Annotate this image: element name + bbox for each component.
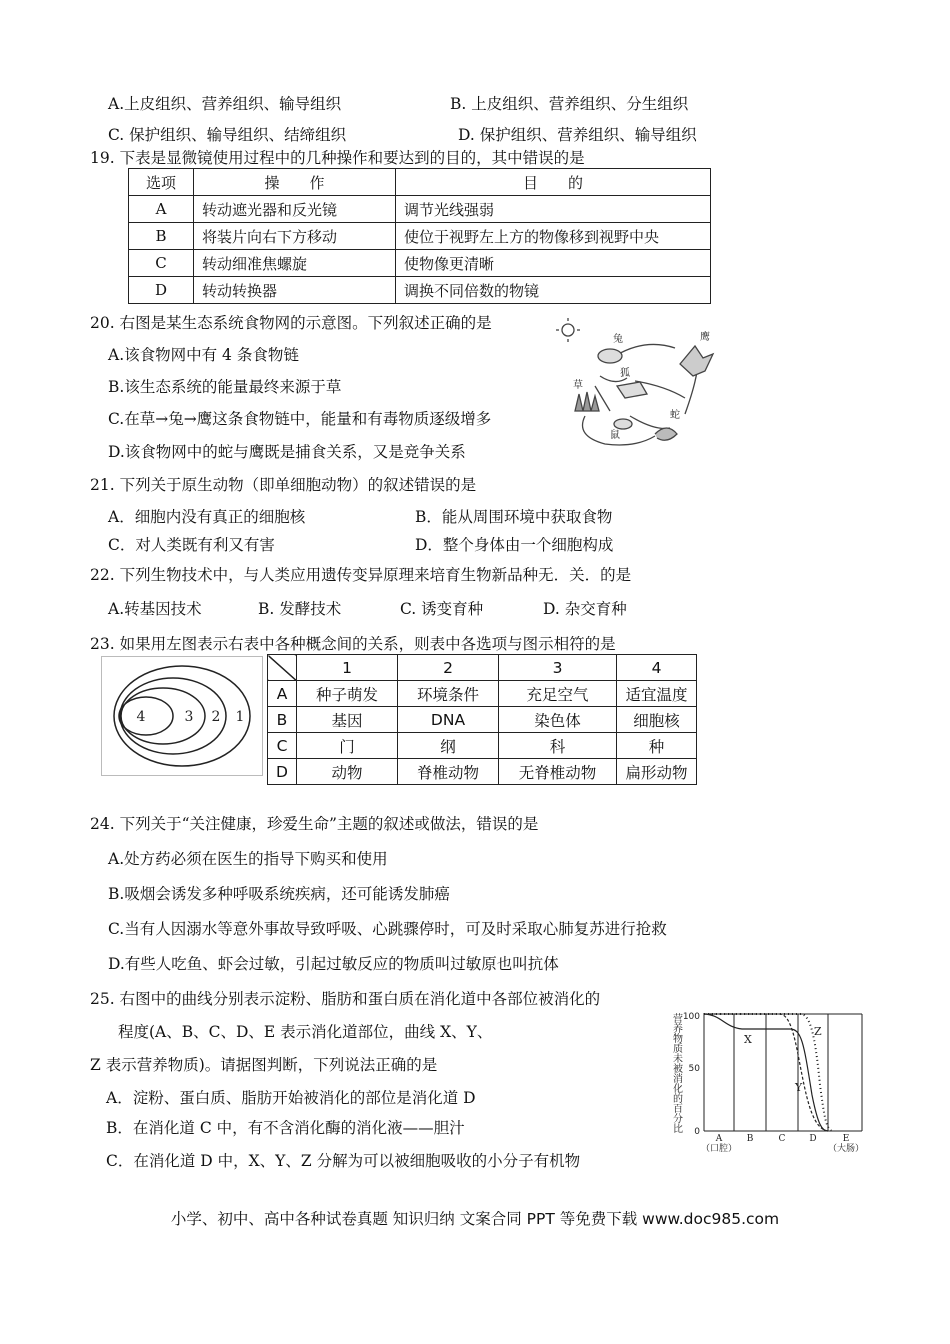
q21-option-b: B．能从周围环境中获取食物 xyxy=(415,508,613,526)
snake-icon xyxy=(655,428,677,440)
table-cell: 调节光线强弱 xyxy=(396,196,711,223)
grass-icon xyxy=(575,392,599,411)
food-web-figure xyxy=(555,316,735,456)
table-row xyxy=(268,707,697,733)
header-cell: 2 xyxy=(398,655,499,681)
q20-option-a: A.该食物网中有 4 条食物链 xyxy=(108,346,299,364)
q23-table xyxy=(267,654,697,785)
q19-table xyxy=(128,168,711,304)
ytick-label: 100 xyxy=(682,1012,700,1022)
table-cell: 动物 xyxy=(297,759,398,785)
q24-option-d: D.有些人吃鱼、虾会过敏，引起过敏反应的物质叫过敏原也叫抗体 xyxy=(108,955,559,973)
table-row xyxy=(129,196,711,223)
table-cell: 使位于视野左上方的物像移到视野中央 xyxy=(396,223,711,250)
q18-option-b: B. 上皮组织、营养组织、分生组织 xyxy=(450,95,689,113)
fig-label-mouse: 鼠 xyxy=(610,430,620,441)
chart-ylabel: 营养物质未被消化的百分比 xyxy=(670,1013,682,1133)
table-cell: 种子萌发 xyxy=(297,681,398,707)
curve-z xyxy=(704,1014,832,1131)
table-cell: 细胞核 xyxy=(617,707,697,733)
table-cell: D xyxy=(129,277,194,304)
q18-option-d: D. 保护组织、营养组织、输导组织 xyxy=(458,126,697,144)
q22-option-b: B. 发酵技术 xyxy=(258,600,342,618)
fig-label-eagle: 鹰 xyxy=(700,332,710,343)
ytick-label: 50 xyxy=(688,1064,700,1074)
xnote-mouth: （口腔） xyxy=(700,1144,738,1154)
xtick-label: A xyxy=(715,1134,723,1144)
xtick-label: E xyxy=(842,1134,850,1144)
table-cell: 转动转换器 xyxy=(194,277,396,304)
table-cell: 染色体 xyxy=(499,707,617,733)
q24-option-a: A.处方药必须在医生的指导下购买和使用 xyxy=(108,850,388,868)
q22-stem: 22. 下列生物技术中，与人类应用遗传变异原理来培育生物新品种无．关．的是 xyxy=(90,566,632,584)
q24-stem: 24. 下列关于“关注健康，珍爱生命”主题的叙述或做法，错误的是 xyxy=(90,815,539,833)
q25-option-c: C．在消化道 D 中，X、Y、Z 分解为可以被细胞吸收的小分子有机物 xyxy=(106,1152,581,1170)
fig-label-rabbit: 兔 xyxy=(613,334,623,345)
fox-icon xyxy=(617,382,647,398)
table-row xyxy=(268,759,697,785)
xnote-large-intestine: （大肠） xyxy=(827,1144,865,1154)
header-cell: 4 xyxy=(617,655,697,681)
table-row xyxy=(129,250,711,277)
mouse-icon xyxy=(614,419,632,429)
rabbit-icon xyxy=(598,349,622,363)
nested-ellipses-figure xyxy=(101,656,263,776)
table-cell: 扁形动物 xyxy=(617,759,697,785)
table-cell: 环境条件 xyxy=(398,681,499,707)
q22-option-d: D. 杂交育种 xyxy=(543,600,627,618)
table-cell: D xyxy=(268,759,297,785)
xtick-label: B xyxy=(746,1134,754,1144)
header-cell: 操 作 xyxy=(194,169,396,196)
table-cell: 充足空气 xyxy=(499,681,617,707)
xtick-label: C xyxy=(778,1134,786,1144)
table-cell: 转动细准焦螺旋 xyxy=(194,250,396,277)
q21-option-d: D．整个身体由一个细胞构成 xyxy=(415,536,614,554)
q25-option-b: B．在消化道 C 中，有不含消化酶的消化液——胆汁 xyxy=(106,1119,465,1137)
q18-option-c: C. 保护组织、输导组织、结缔组织 xyxy=(108,126,347,144)
q20-option-b: B.该生态系统的能量最终来源于草 xyxy=(108,378,342,396)
corner-cell xyxy=(268,655,297,681)
page-footer: 小学、初中、高中各种试卷真题 知识归纳 文案合同 PPT 等免费下载 www.doc985.com xyxy=(170,1210,780,1228)
table-cell: 无脊椎动物 xyxy=(499,759,617,785)
header-cell: 1 xyxy=(297,655,398,681)
q19-stem: 19. 下表是显微镜使用过程中的几种操作和要达到的目的，其中错误的是 xyxy=(90,149,585,167)
table-cell: B xyxy=(129,223,194,250)
table-cell: C xyxy=(268,733,297,759)
q21-stem: 21. 下列关于原生动物（即单细胞动物）的叙述错误的是 xyxy=(90,476,477,494)
ellipse-label-1: 1 xyxy=(235,709,245,725)
table-row xyxy=(268,733,697,759)
table-cell: 使物像更清晰 xyxy=(396,250,711,277)
table-row xyxy=(129,223,711,250)
header-cell: 目 的 xyxy=(396,169,711,196)
curve-label-y: Y xyxy=(795,1081,803,1094)
table-cell: 门 xyxy=(297,733,398,759)
q25-stem-line3: Z 表示营养物质)。请据图判断，下列说法正确的是 xyxy=(90,1056,438,1074)
q25-option-a: A．淀粉、蛋白质、脂肪开始被消化的部位是消化道 D xyxy=(106,1089,476,1107)
table-cell: 适宜温度 xyxy=(617,681,697,707)
table-cell: DNA xyxy=(398,707,499,733)
fig-label-snake: 蛇 xyxy=(670,410,680,421)
table-row xyxy=(129,277,711,304)
table-cell: 将装片向右下方移动 xyxy=(194,223,396,250)
q24-option-c: C.当有人因溺水等意外事故导致呼吸、心跳骤停时，可及时采取心肺复苏进行抢救 xyxy=(108,920,667,938)
ellipse-label-4: 4 xyxy=(136,709,146,725)
curve-label-x: X xyxy=(744,1033,752,1046)
table-cell: 脊椎动物 xyxy=(398,759,499,785)
table-cell: A xyxy=(129,196,194,223)
header-cell: 3 xyxy=(499,655,617,681)
q20-option-d: D.该食物网中的蛇与鹰既是捕食关系，又是竞争关系 xyxy=(108,443,466,461)
q20-option-c: C.在草→兔→鹰这条食物链中，能量和有毒物质逐级增多 xyxy=(108,410,492,428)
table-cell: 种 xyxy=(617,733,697,759)
fig-label-grass: 草 xyxy=(573,380,583,391)
table-row xyxy=(268,681,697,707)
ellipse-label-3: 3 xyxy=(184,709,194,725)
xtick-label: D xyxy=(809,1134,817,1144)
ytick-label: 0 xyxy=(694,1127,700,1137)
q21-option-c: C．对人类既有利又有害 xyxy=(108,536,275,554)
q24-option-b: B.吸烟会诱发多种呼吸系统疾病，还可能诱发肺癌 xyxy=(108,885,450,903)
q22-option-a: A.转基因技术 xyxy=(108,600,202,618)
table-cell: B xyxy=(268,707,297,733)
q20-stem: 20. 右图是某生态系统食物网的示意图。下列叙述正确的是 xyxy=(90,314,492,332)
q25-stem-line1: 25. 右图中的曲线分别表示淀粉、脂肪和蛋白质在消化道中各部位被消化的 xyxy=(90,990,601,1008)
ellipse-label-2: 2 xyxy=(211,709,221,725)
digestion-chart xyxy=(662,1005,872,1155)
q23-stem: 23. 如果用左图表示右表中各种概念间的关系，则表中各选项与图示相符的是 xyxy=(90,635,616,653)
table-header-row xyxy=(129,169,711,196)
table-cell: 纲 xyxy=(398,733,499,759)
fig-label-fox: 狐 xyxy=(620,368,630,379)
table-cell: 调换不同倍数的物镜 xyxy=(396,277,711,304)
table-cell: C xyxy=(129,250,194,277)
q22-option-c: C. 诱变育种 xyxy=(400,600,484,618)
eagle-icon xyxy=(680,346,713,376)
q21-option-a: A．细胞内没有真正的细胞核 xyxy=(108,508,306,526)
table-cell: 基因 xyxy=(297,707,398,733)
sun-icon xyxy=(562,324,574,336)
table-cell: 转动遮光器和反光镜 xyxy=(194,196,396,223)
curve-label-z: Z xyxy=(814,1025,822,1038)
table-cell: A xyxy=(268,681,297,707)
table-header-row xyxy=(268,655,697,681)
q18-option-a: A.上皮组织、营养组织、输导组织 xyxy=(108,95,342,113)
header-cell: 选项 xyxy=(129,169,194,196)
table-cell: 科 xyxy=(499,733,617,759)
q25-stem-line2: 程度(A、B、C、D、E 表示消化道部位，曲线 X、Y、 xyxy=(118,1023,493,1041)
